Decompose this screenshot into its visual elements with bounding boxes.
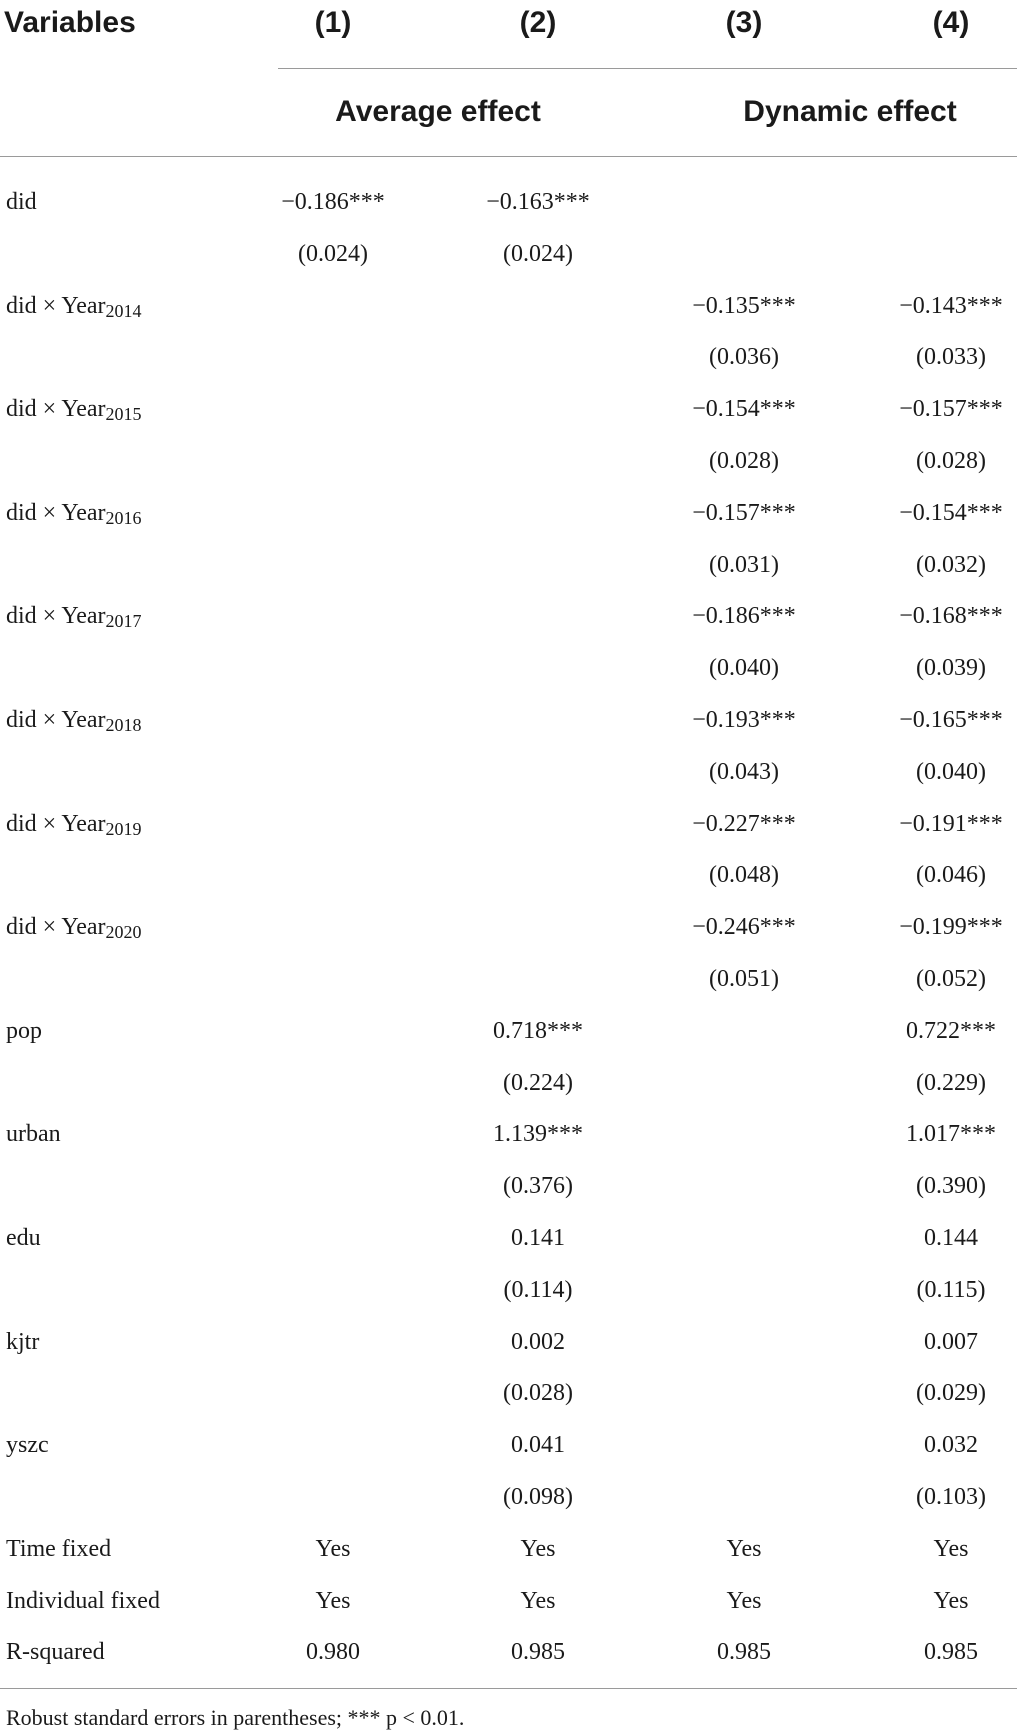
table-row [0,590,1017,642]
cell-c3: Yes [726,1536,762,1562]
row-label-subscript: 2014 [105,301,142,321]
header-variables: Variables [4,6,136,39]
row-label-text: Individual fixed [6,1588,160,1614]
cell-c3: −0.157*** [692,500,796,526]
cell-c3: (0.043) [709,759,779,785]
table-row [0,901,1017,953]
table-row [0,1575,1017,1627]
header-col-1: (1) [314,6,352,39]
cell-c1: (0.024) [298,241,368,267]
cell-c3: 0.985 [717,1639,771,1665]
cell-c3: (0.040) [709,655,779,681]
cell-c3: −0.135*** [692,293,796,319]
cell-c2: (0.114) [503,1277,573,1303]
cell-c2: 0.002 [511,1329,565,1355]
table-bottom-rule [0,1688,1017,1689]
cell-c4: −0.199*** [899,914,1003,940]
cell-c4: (0.115) [916,1277,986,1303]
header-col-2: (2) [519,6,557,39]
table-row [0,1057,1017,1109]
row-label-subscript: 2020 [105,922,142,942]
cell-c4: Yes [933,1536,969,1562]
row-label [6,798,142,850]
table-row [0,435,1017,487]
cell-c4: −0.157*** [899,396,1003,422]
row-label [6,1316,39,1368]
row-label [6,1419,49,1471]
cell-c2: (0.024) [503,241,573,267]
cell-c3: (0.036) [709,344,779,370]
cell-c2: 0.718*** [493,1018,583,1044]
cell-c2: 1.139*** [493,1121,583,1147]
table-row [0,746,1017,798]
cell-c4: −0.143*** [899,293,1003,319]
row-label [6,1626,105,1678]
row-label-subscript: 2019 [105,819,142,839]
cell-c1: Yes [315,1536,351,1562]
row-label [6,280,142,332]
row-label-text: R-squared [6,1639,105,1665]
table-row [0,1264,1017,1316]
cell-c2: (0.098) [503,1484,573,1510]
header-col-3: (3) [725,6,763,39]
cell-c3: (0.028) [709,448,779,474]
row-label-text: Time fixed [6,1536,112,1562]
row-label [6,1108,61,1160]
row-label-text: yszc [6,1432,49,1458]
row-label [6,1212,41,1264]
cell-c4: (0.052) [916,966,986,992]
cell-c4: (0.040) [916,759,986,785]
table-row [0,694,1017,746]
cell-c4: (0.039) [916,655,986,681]
cell-c2: −0.163*** [486,189,590,215]
row-label [6,694,142,746]
group-dynamic-effect: Dynamic effect [743,95,957,128]
table-row [0,1108,1017,1160]
cell-c1: Yes [315,1588,351,1614]
cell-c4: (0.033) [916,344,986,370]
row-label [6,901,142,953]
cell-c3: (0.048) [709,862,779,888]
cell-c3: (0.051) [709,966,779,992]
row-label [6,1005,42,1057]
row-label-text: did × Year [6,293,106,319]
cell-c4: −0.165*** [899,707,1003,733]
cell-c4: Yes [933,1588,969,1614]
table-row [0,1523,1017,1575]
table-row [0,1626,1017,1678]
cell-c4: 0.985 [924,1639,978,1665]
row-label-text: did × Year [6,811,106,837]
group-average-effect: Average effect [335,95,541,128]
row-label-text: did × Year [6,500,106,526]
cell-c4: 0.032 [924,1432,978,1458]
cell-c2: (0.028) [503,1380,573,1406]
row-label-text: pop [6,1018,42,1044]
cell-c1: −0.186*** [281,189,385,215]
cell-c2: 0.141 [511,1225,565,1251]
table-row [0,331,1017,383]
cell-c2: Yes [520,1588,556,1614]
table-row [0,642,1017,694]
row-label [6,590,142,642]
table-row [0,849,1017,901]
cell-c2: 0.041 [511,1432,565,1458]
cell-c4: 0.007 [924,1329,978,1355]
row-label-text: edu [6,1225,41,1251]
cell-c3: −0.246*** [692,914,796,940]
table-row [0,1471,1017,1523]
cell-c3: −0.227*** [692,811,796,837]
row-label-text: did [6,189,37,215]
cell-c2: (0.376) [503,1173,573,1199]
cell-c1: 0.980 [306,1639,360,1665]
cell-c3: Yes [726,1588,762,1614]
table-row [0,228,1017,280]
row-label [6,383,142,435]
row-label-text: kjtr [6,1329,40,1355]
header-sub-rule [278,68,1017,69]
table-row [0,383,1017,435]
cell-c2: 0.985 [511,1639,565,1665]
table-row [0,280,1017,332]
table-row [0,953,1017,1005]
table-row [0,539,1017,591]
cell-c4: (0.046) [916,862,986,888]
row-label [6,1575,160,1627]
row-label-text: did × Year [6,914,106,940]
row-label-subscript: 2017 [105,611,142,631]
cell-c4: (0.032) [916,552,986,578]
cell-c3: −0.193*** [692,707,796,733]
row-label [6,487,142,539]
cell-c4: (0.390) [916,1173,986,1199]
cell-c4: −0.191*** [899,811,1003,837]
cell-c4: (0.029) [916,1380,986,1406]
row-label-subscript: 2015 [105,404,142,424]
table-footnote: Robust standard errors in parentheses; *** p < 0.01. [6,1705,465,1730]
header-col-4: (4) [932,6,970,39]
row-label-subscript: 2018 [105,715,142,735]
table-row [0,1212,1017,1264]
row-label-subscript: 2016 [105,508,142,528]
row-label-text: did × Year [6,707,106,733]
row-label-text: did × Year [6,396,106,422]
cell-c4: (0.229) [916,1070,986,1096]
table-row [0,1005,1017,1057]
table-row [0,1316,1017,1368]
cell-c4: −0.168*** [899,603,1003,629]
cell-c2: (0.224) [503,1070,573,1096]
cell-c4: 1.017*** [906,1121,996,1147]
row-label-text: did × Year [6,603,106,629]
cell-c3: (0.031) [709,552,779,578]
table-row [0,176,1017,228]
row-label [6,1523,111,1575]
cell-c4: −0.154*** [899,500,1003,526]
table-row [0,1367,1017,1419]
cell-c2: Yes [520,1536,556,1562]
table-row [0,1160,1017,1212]
table-row [0,798,1017,850]
cell-c4: 0.144 [924,1225,978,1251]
cell-c3: −0.186*** [692,603,796,629]
table-row [0,1419,1017,1471]
header-bottom-rule [0,156,1017,157]
table-row [0,487,1017,539]
cell-c4: 0.722*** [906,1018,996,1044]
row-label-text: urban [6,1121,61,1147]
cell-c4: (0.028) [916,448,986,474]
cell-c4: (0.103) [916,1484,986,1510]
cell-c3: −0.154*** [692,396,796,422]
row-label [6,176,37,228]
